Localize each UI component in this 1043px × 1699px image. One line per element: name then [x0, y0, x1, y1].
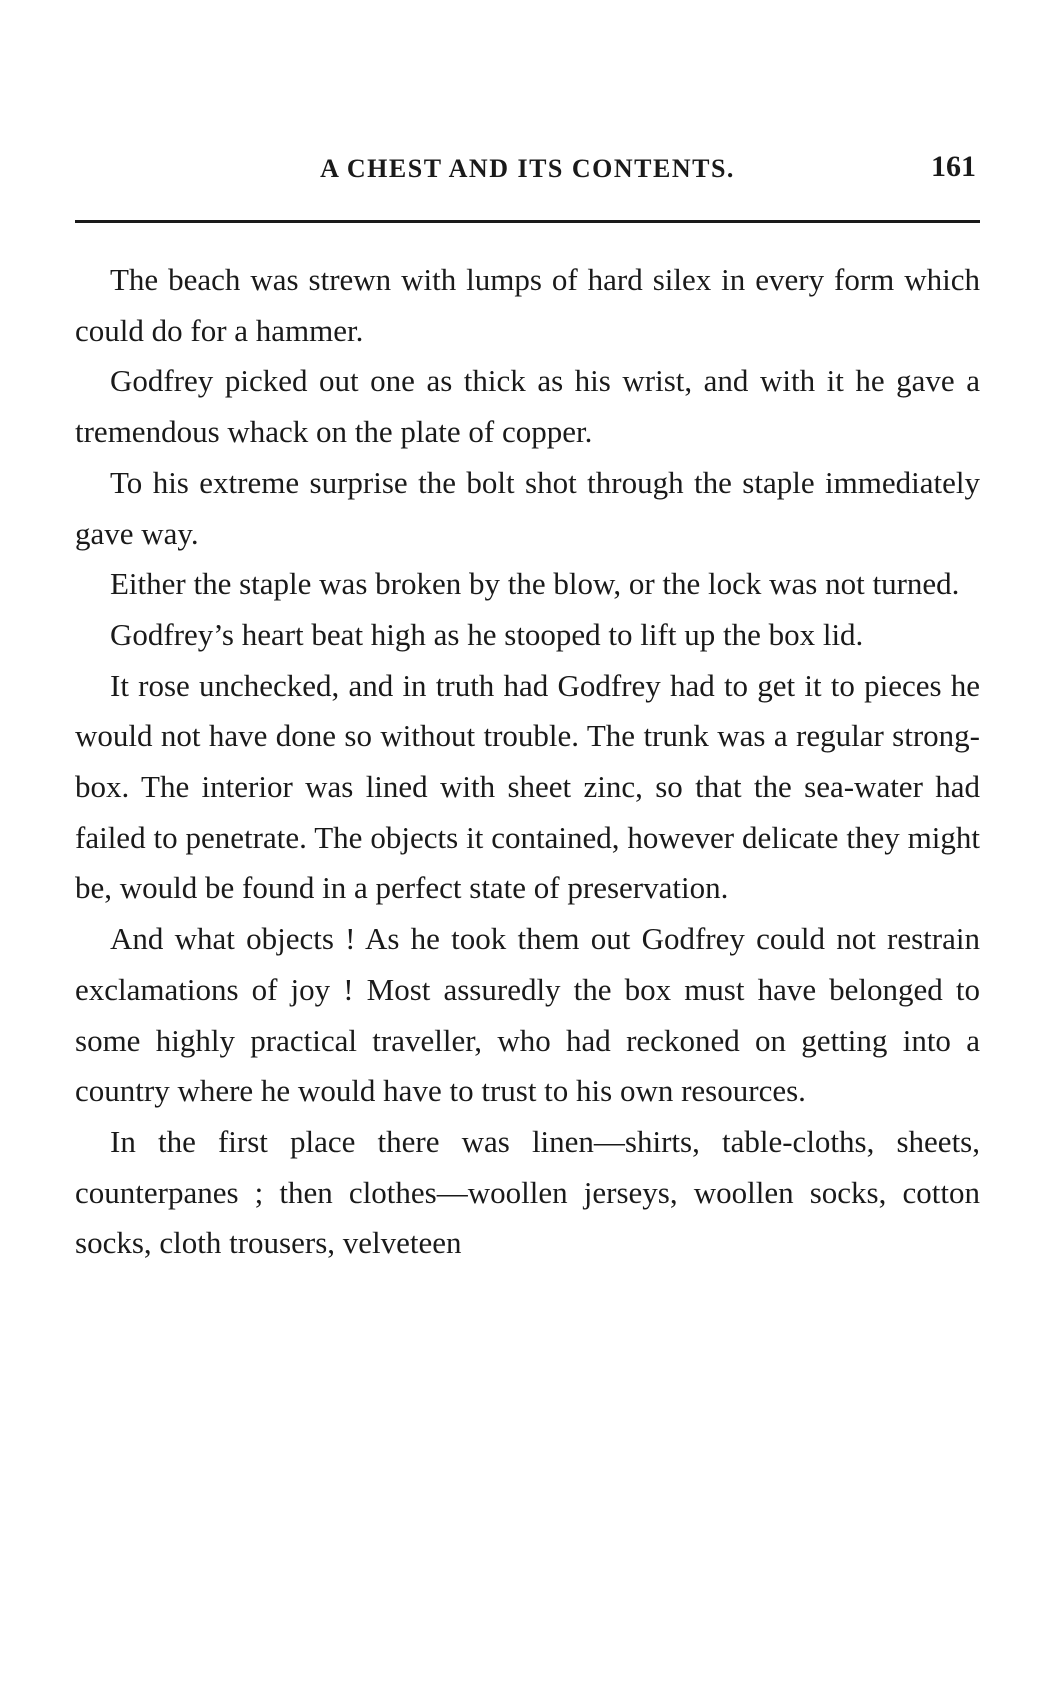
running-head — [75, 150, 980, 200]
page-number: 161 — [931, 150, 976, 183]
paragraph-1: The beach was strewn with lumps of hard silex in every form which could do for a hammer. — [75, 262, 980, 348]
header-rule — [75, 220, 980, 223]
paragraph-4: Either the staple was broken by the blow, or the lock was not turned. — [110, 566, 960, 602]
paragraph-8: In the first place there was linen—shirts, table-cloths, sheets, counterpanes ; then clothes—woollen jerseys, woollen socks, cotton socks, cloth trousers, velveteen — [75, 1123, 980, 1261]
paragraph-7: And what objects ! As he took them out Godfrey could not restrain exclamations of joy ! Most assuredly the box must have belonged to some highly practical traveller, who had reckoned on getting into a country where he would have to trust to his own resources. — [75, 921, 980, 1109]
chapter-title: A CHEST AND ITS CONTENTS. — [320, 154, 735, 183]
body-text — [75, 255, 980, 1269]
paragraph-2: Godfrey picked out one as thick as his wrist, and with it he gave a tremendous whack on the plate of copper. — [75, 363, 980, 450]
paragraph-3: To his extreme surprise the bolt shot through the staple immediately gave way. — [75, 464, 980, 551]
paragraph-5: Godfrey’s heart beat high as he stooped to lift up the box lid. — [110, 616, 864, 652]
paragraph-6: It rose unchecked, and in truth had Godfrey had to get it to pieces he would not have done so without trouble. The trunk was a regular strong-box. The interior was lined with sheet zinc, so that the sea-water had failed to penetrate. The objects it contained, however delicate they might be, would be found in a perfect state of preservation. — [75, 667, 980, 906]
